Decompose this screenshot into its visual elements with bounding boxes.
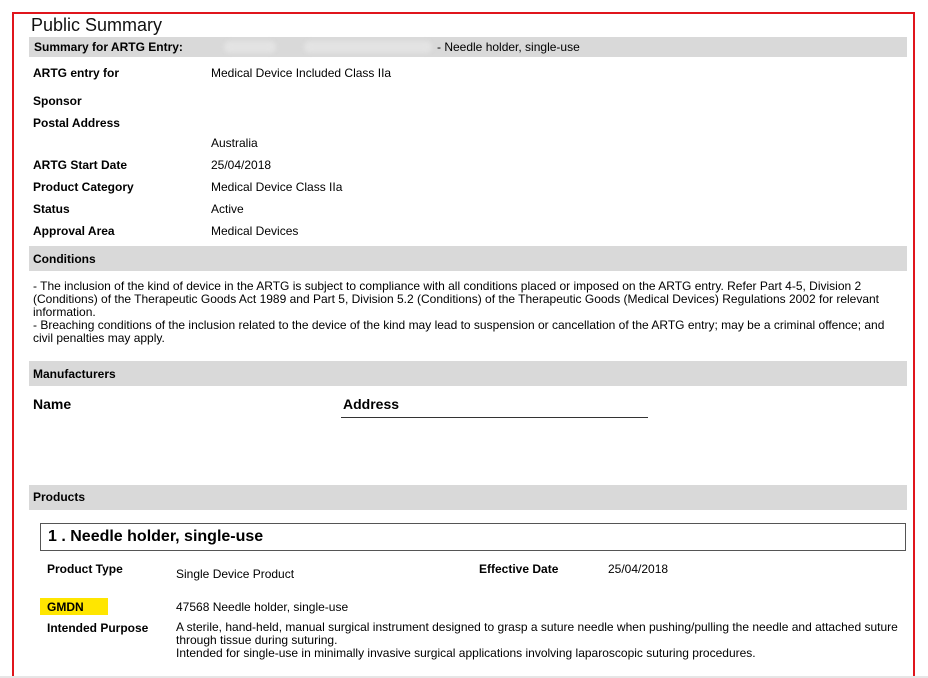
manufacturers-bar — [29, 361, 907, 386]
intended-purpose-paragraph: A sterile, hand-held, manual surgical instrument designed to grasp a suture needle when pushing/pulling the needle and attached suture through tissue during suturing. — [176, 620, 898, 647]
postal-address-label: Postal Address — [33, 116, 120, 130]
gmdn-value: 47568 Needle holder, single-use — [176, 600, 349, 614]
conditions-paragraph: - The inclusion of the kind of device in the ARTG is subject to compliance with all conditions placed or imposed on the ARTG entry. Refer Part 4-5, Division 2 (Conditions) of the Therapeutic Goods Act 1989 and Part 5, Division 5.2 (Conditions) of the Therapeutic Goods (Medical Devices) Regulations 2002 for relevant information. — [33, 279, 880, 319]
status-value: Active — [211, 202, 244, 216]
manufacturer-name-header: Name — [33, 396, 72, 412]
summary-value: - Needle holder, single-use — [437, 40, 580, 54]
product-type-label: Product Type — [47, 562, 123, 576]
redacted-text — [304, 41, 432, 53]
conditions-heading: Conditions — [33, 252, 96, 266]
approval-area-label: Approval Area — [33, 224, 115, 238]
intended-purpose-paragraph: Intended for single-use in minimally invasive surgical applications involving laparoscopic suturing procedures. — [176, 646, 756, 660]
product-category-value: Medical Device Class IIa — [211, 180, 343, 194]
product-category-label: Product Category — [33, 180, 134, 194]
artg-entry-for-label: ARTG entry for — [33, 66, 120, 80]
summary-label: Summary for ARTG Entry: — [34, 40, 183, 54]
sponsor-label: Sponsor — [33, 94, 82, 108]
product-type-value: Single Device Product — [176, 567, 295, 581]
redacted-text — [224, 41, 276, 53]
address-underline — [341, 417, 648, 418]
artg-start-date-value: 25/04/2018 — [211, 158, 272, 172]
postal-country: Australia — [211, 136, 258, 150]
product-title: 1 . Needle holder, single-use — [48, 528, 264, 545]
effective-date-label: Effective Date — [479, 562, 559, 576]
products-bar — [29, 485, 907, 510]
approval-area-value: Medical Devices — [211, 224, 299, 238]
status-label: Status — [33, 202, 70, 216]
conditions-bar — [29, 246, 907, 271]
intended-purpose-label: Intended Purpose — [47, 621, 149, 635]
manufacturers-heading: Manufacturers — [33, 367, 116, 381]
intended-purpose-value — [176, 621, 901, 660]
gmdn-label: GMDN — [47, 600, 84, 614]
products-heading: Products — [33, 490, 86, 504]
manufacturer-address-header: Address — [343, 396, 400, 412]
conditions-text — [33, 280, 901, 345]
effective-date-value: 25/04/2018 — [608, 562, 669, 576]
page-title: Public Summary — [31, 15, 163, 35]
artg-entry-for-value: Medical Device Included Class IIa — [211, 66, 392, 80]
artg-start-date-label: ARTG Start Date — [33, 158, 128, 172]
conditions-paragraph: - Breaching conditions of the inclusion related to the device of the kind may lead to suspension or cancellation of the ARTG entry; may be a criminal offence; and civil penalties may apply. — [33, 318, 885, 345]
